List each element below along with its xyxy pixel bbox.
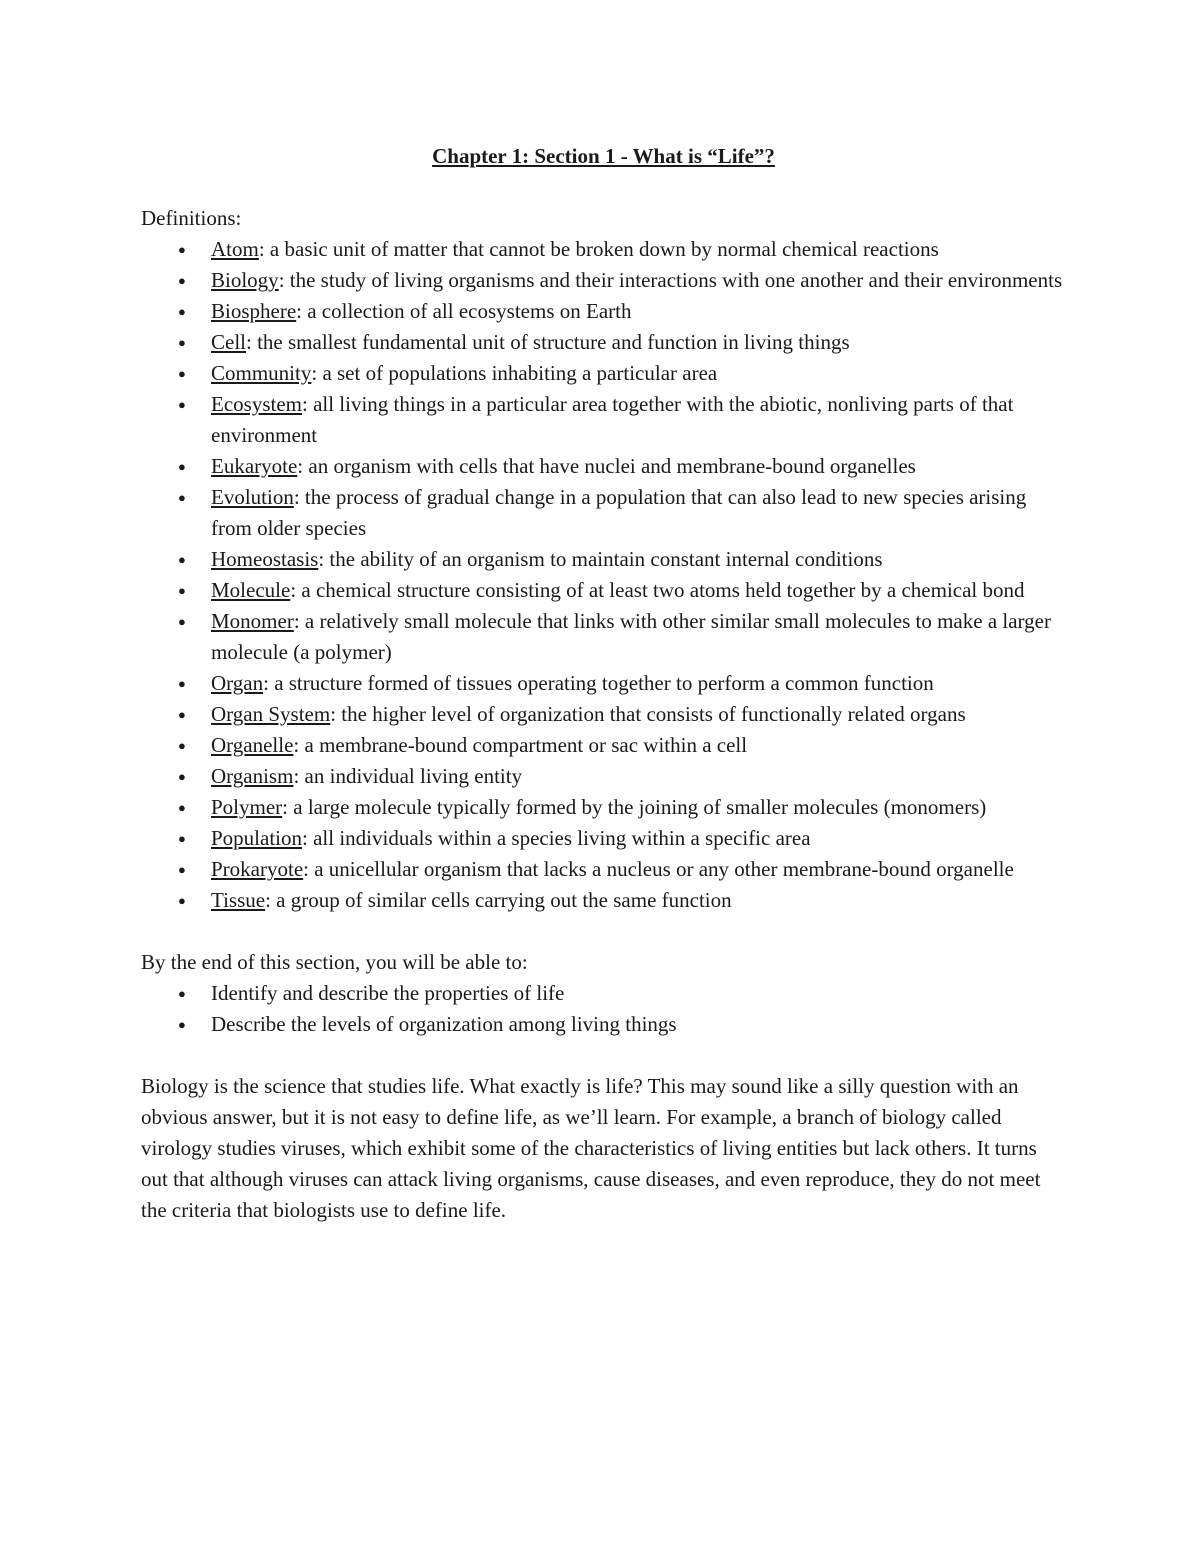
definition-text: : a group of similar cells carrying out the same function <box>265 888 732 912</box>
definition-item <box>141 699 1066 730</box>
objectives-heading: By the end of this section, you will be able to: <box>141 950 528 974</box>
definition-item <box>141 761 1066 792</box>
definition-term: Biosphere <box>211 299 297 323</box>
definition-text: : a collection of all ecosystems on Earth <box>296 299 632 323</box>
spacer <box>141 1040 1066 1071</box>
objective-item <box>141 1009 1066 1040</box>
definition-term: Organelle <box>211 733 294 757</box>
bullet-icon: ● <box>178 242 186 257</box>
definition-term: Organ <box>211 671 264 695</box>
bullet-icon: ● <box>178 490 186 505</box>
bullet-icon: ● <box>178 800 186 815</box>
bullet-icon: ● <box>178 583 186 598</box>
definition-text: : the study of living organisms and their interactions with one another and their environments <box>278 268 1063 292</box>
bullet-icon: ● <box>178 738 186 753</box>
definition-item <box>141 451 1066 482</box>
definition-item <box>141 482 1066 544</box>
definition-term: Evolution <box>211 485 294 509</box>
definition-term: Community <box>211 361 312 385</box>
objective-text: Identify and describe the properties of life <box>211 981 565 1005</box>
definition-text: : a structure formed of tissues operating together to perform a common function <box>263 671 934 695</box>
definition-text: : a membrane-bound compartment or sac within a cell <box>293 733 748 757</box>
definition-term: Organ System <box>211 702 331 726</box>
definition-item <box>141 606 1066 668</box>
definition-term: Population <box>211 826 303 850</box>
bullet-icon: ● <box>178 366 186 381</box>
definition-item <box>141 327 1066 358</box>
definition-term: Cell <box>211 330 246 354</box>
bullet-icon: ● <box>178 304 186 319</box>
definition-term: Organism <box>211 764 294 788</box>
definition-term: Molecule <box>211 578 291 602</box>
definition-text: : a relatively small molecule that links with other similar small molecules to make a larger molecule (a polymer) <box>211 609 1051 664</box>
definition-text: : a large molecule typically formed by the joining of smaller molecules (monomers) <box>282 795 987 819</box>
objective-item <box>141 978 1066 1009</box>
definition-item <box>141 792 1066 823</box>
bullet-icon: ● <box>178 831 186 846</box>
definition-item <box>141 234 1066 265</box>
definition-item <box>141 296 1066 327</box>
body-paragraph: Biology is the science that studies life. What exactly is life? This may sound like a silly question with an obvious answer, but it is not easy to define life, as we’ll learn. For example, a branch of biology called virology studies viruses, which exhibit some of the characteristics of living entities but lack others. It turns out that although viruses can attack living organisms, cause diseases, and even reproduce, they do not meet the criteria that biologists use to define life. <box>141 1074 1041 1222</box>
spacer <box>141 916 1066 947</box>
definition-text: : the ability of an organism to maintain constant internal conditions <box>318 547 883 571</box>
definition-term: Prokaryote <box>211 857 304 881</box>
definition-text: : a basic unit of matter that cannot be broken down by normal chemical reactions <box>258 237 939 261</box>
definition-text: : a unicellular organism that lacks a nucleus or any other membrane-bound organelle <box>303 857 1014 881</box>
definition-text: : an organism with cells that have nuclei and membrane-bound organelles <box>297 454 916 478</box>
definition-item <box>141 544 1066 575</box>
definition-text: : the process of gradual change in a population that can also lead to new species arising from older species <box>211 485 1027 540</box>
definition-text: : all living things in a particular area together with the abiotic, nonliving parts of that environment <box>211 392 1014 447</box>
definitions-heading: Definitions: <box>141 206 242 230</box>
bullet-icon: ● <box>178 769 186 784</box>
definition-text: : an individual living entity <box>293 764 523 788</box>
bullet-icon: ● <box>178 1017 186 1032</box>
definition-term: Atom <box>211 237 259 261</box>
definition-item <box>141 885 1066 916</box>
definition-text: : the smallest fundamental unit of structure and function in living things <box>246 330 850 354</box>
definition-item <box>141 265 1066 296</box>
definition-item <box>141 389 1066 451</box>
definition-item <box>141 730 1066 761</box>
definition-text: : a chemical structure consisting of at least two atoms held together by a chemical bond <box>290 578 1025 602</box>
bullet-icon: ● <box>178 707 186 722</box>
definition-term: Biology <box>211 268 279 292</box>
bullet-icon: ● <box>178 893 186 908</box>
definition-item <box>141 668 1066 699</box>
definition-item <box>141 358 1066 389</box>
bullet-icon: ● <box>178 676 186 691</box>
bullet-icon: ● <box>178 862 186 877</box>
definition-term: Eukaryote <box>211 454 298 478</box>
definition-item <box>141 854 1066 885</box>
definitions-list <box>141 234 1066 916</box>
bullet-icon: ● <box>178 459 186 474</box>
bullet-icon: ● <box>178 335 186 350</box>
definition-term: Homeostasis <box>211 547 319 571</box>
definition-item <box>141 575 1066 606</box>
definition-term: Tissue <box>211 888 266 912</box>
definition-text: : the higher level of organization that consists of functionally related organs <box>330 702 966 726</box>
definition-term: Ecosystem <box>211 392 302 416</box>
definition-item <box>141 823 1066 854</box>
document-page <box>141 141 1066 1226</box>
definition-text: : a set of populations inhabiting a particular area <box>311 361 718 385</box>
bullet-icon: ● <box>178 986 186 1001</box>
definition-term: Polymer <box>211 795 283 819</box>
page-title: Chapter 1: Section 1 - What is “Life”? <box>432 144 775 168</box>
definition-text: : all individuals within a species living within a specific area <box>302 826 811 850</box>
bullet-icon: ● <box>178 397 186 412</box>
objectives-list <box>141 978 1066 1040</box>
bullet-icon: ● <box>178 552 186 567</box>
definition-term: Monomer <box>211 609 294 633</box>
objective-text: Describe the levels of organization among living things <box>211 1012 677 1036</box>
bullet-icon: ● <box>178 273 186 288</box>
bullet-icon: ● <box>178 614 186 629</box>
